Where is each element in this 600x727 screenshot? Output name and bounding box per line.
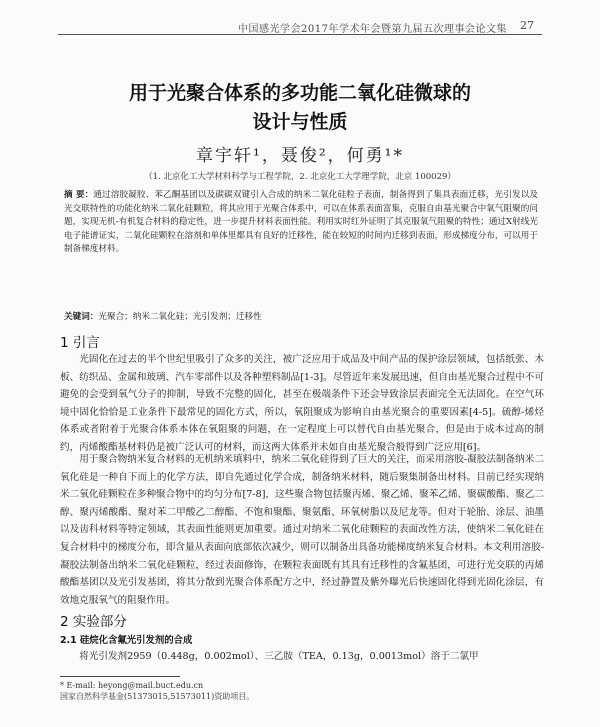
- abstract-label: 摘 要：: [64, 190, 94, 200]
- intro-paragraph-1: [60, 351, 544, 457]
- author-list: 章宇轩¹，聂俊²，何勇¹*: [196, 146, 404, 166]
- experimental-text: 将光引发剂2959（0.448g，0.002mol）、三乙胺（TEA，0.13g，0.0013mol）溶于二氯甲: [79, 651, 479, 662]
- footnote-email: * E-mail: heyong@mail.buct.edu.cn: [60, 681, 204, 690]
- paper-title-line-2: 设计与性质: [252, 111, 348, 133]
- paragraph-text: 光固化在过去的半个世纪里吸引了众多的关注，被广泛应用于成品及中间产品的保护涂层领域，包括纸张、木板、纺织品、金属和玻璃、汽车零部件以及各种塑料制品[1-3]。尽管近年来发展迅速，但自由基光聚合过程中不可避免的会受到氧气分子的抑制，导致不完整的固化，甚至在极端条件下还会导致涂层表面完全无法固化。在空气环境中固化恰恰是工业条件下最常见的固化方式，所以，氧阻聚成为影响自由基光聚合的重要因素[4-5]。硫醇-烯烃体系或者附着于光聚合体系本体在氧阻聚的问题，在一定程度上可以替代自由基光聚合，但是由于成本过高的制约，丙烯酸酯基材料仍是被广泛认可的材料，而这两大体系并未如自由基光聚合般得到广泛应用[6]。: [60, 354, 544, 453]
- paragraph-text: 用于聚合物纳米复合材料的无机纳米填料中，纳米二氧化硅得到了巨大的关注，而采用溶胶-凝胶法制备纳米二氧化硅是一种自下而上的化学方法，即自先通过化学合成，制备纳米材料，随后聚集制备出材料。目前已经实现纳米二氧化硅颗粒在多种聚合物中的均匀分布[7-8]，这些聚合物包括聚丙烯、聚乙烯、聚苯乙烯、聚碳酸酯、聚乙二醇、聚丙烯酸酯、聚对苯二甲酸乙二醇酯、不饱和聚酯、聚氨酯、环氧树脂以及尼龙等。但对于轮胎、涂层、油墨以及齿科材料等特定领域，其表面性能则更加重要。通过对纳米二氧化硅颗粒的表面改性方法，使纳米二氧化硅在复合材料中的梯度分布，即含量从表面向底部依次减少，则可以制备出具备功能梯度纳米复合材料。本文利用溶胶-凝胶法制备出纳米二氧化硅颗粒，经过表面修饰，在颗粒表面既有其具有迁移性的含氟基团，可进行光交联的丙烯酸酯基团以及光引发基团，将其分散到光聚合体系配方之中，经过静置及紫外曝光后快速固化得到光固化涂层，有效地克服氧气的阻聚作用。: [60, 454, 544, 606]
- keywords-label: 关键词：: [64, 312, 99, 322]
- subsection-heading: 2.1 硅烷化含氟光引发剂的合成: [60, 635, 193, 646]
- footnotes: [60, 680, 540, 702]
- abstract: [64, 189, 538, 257]
- abstract-text: 通过溶胶凝胶、苯乙酮基团以及碳碳双键引入合成的纳米二氧化硅粒子表面，制备得到了集具表面迁移，光引发以及光交联特性的功能化纳米二氧化硅颗粒，将其应用于光聚合体系中，可以在体系表面富集，克服自由基光聚合中氧气阻聚的问题，实现无机-有机复合材料的稳定性，进一步提升材料表面性能。利用实时红外证明了其克服氧气阻聚的特性；通过X射线光电子能谱证实，二氧化硅颗粒在溶剂和单体里都具有良好的迁移性，能在较短的时间内迁移到表面，形成梯度分布，可以用于制备梯度材料。: [64, 190, 538, 255]
- footnote-divider: [60, 676, 180, 677]
- section-heading-introduction: 1 引言: [60, 335, 100, 351]
- keywords-text: 光聚合；纳米二氧化硅；光引发剂；迁移性: [98, 312, 262, 322]
- paper-title-line-1: 用于光聚合体系的多功能二氧化硅微球的: [128, 82, 471, 104]
- footnote-funding: 国家自然科学基金(51373015,51573011)资助项目。: [60, 692, 255, 701]
- keywords: [64, 310, 538, 322]
- section-heading-experimental: 2 实验部分: [60, 614, 127, 630]
- journal-name: 中国感光学会2017年学术年会暨第九届五次理事会论文集: [238, 24, 507, 35]
- running-header: [58, 18, 542, 35]
- affiliation: （1. 北京化工大学材料科学与工程学院，2. 北京化工大学理学院，北京 100029）: [144, 172, 456, 182]
- intro-paragraph-2: [60, 451, 544, 609]
- page-number: 27: [520, 19, 534, 32]
